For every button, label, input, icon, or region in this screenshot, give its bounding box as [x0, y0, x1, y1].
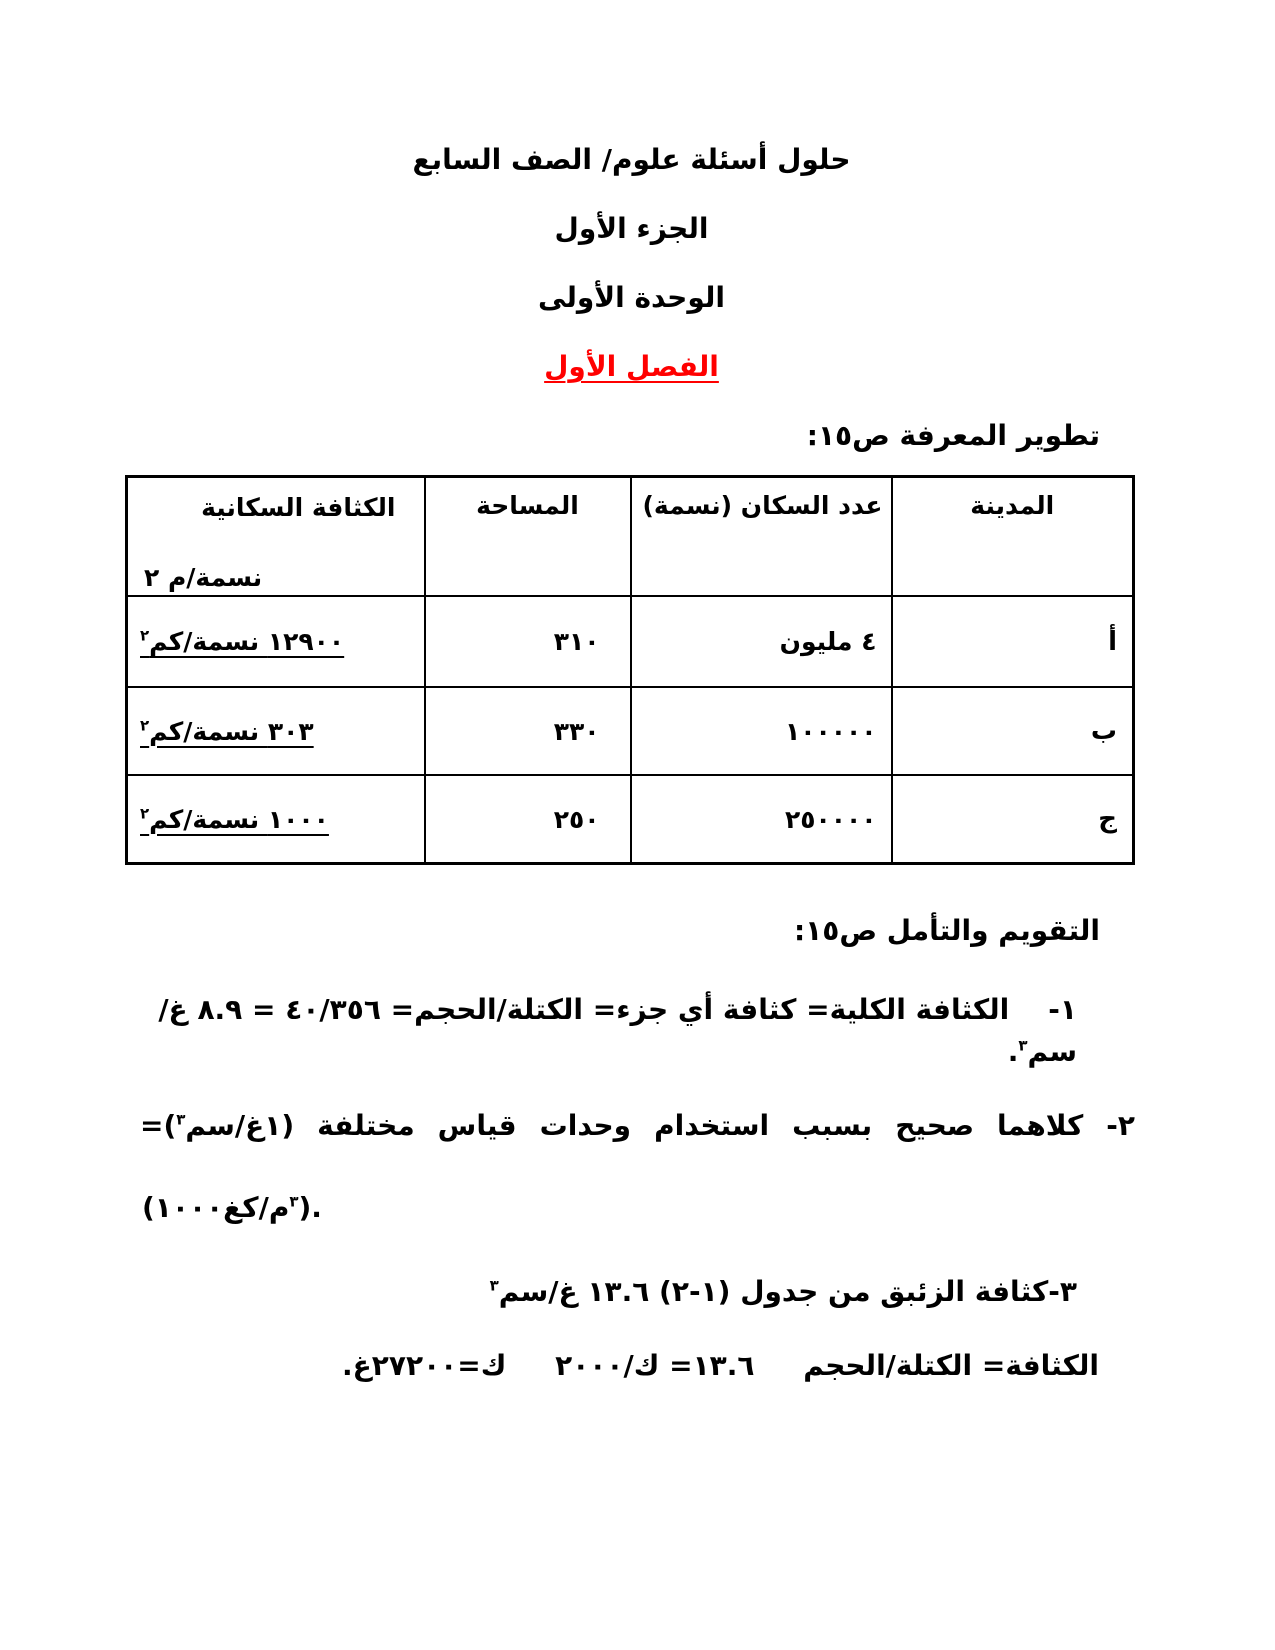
city-cell: ج	[892, 775, 1134, 864]
answer-2b-exponent: ٣	[289, 1192, 299, 1211]
population-cell: ١٠٠٠٠٠	[631, 687, 892, 775]
document-content	[128, 0, 1135, 1387]
document-title: حلول أسئلة علوم/ الصف السابع	[412, 143, 851, 176]
answer-item-3-line1	[128, 1271, 1135, 1313]
answer-item-2-line2	[128, 1187, 1135, 1229]
column-header-area: المساحة	[425, 477, 631, 597]
city-cell: ب	[892, 687, 1134, 775]
density-value: ٣٠٣ نسمة/كم	[149, 716, 314, 746]
answer-item-3-line2: الكثافة= الكتلة/الحجم ١٣.٦= ك/٢٠٠٠ ك=٢٧٢٠٠غ.	[342, 1349, 1099, 1382]
density-exponent: ٢	[140, 626, 150, 645]
answer-2-exponent: ٣	[176, 1110, 186, 1129]
table-row	[127, 775, 1134, 864]
column-header-population: عدد السكان (نسمة)	[631, 477, 892, 597]
density-cell	[127, 596, 425, 687]
answer-2b-unit-m: م	[268, 1191, 290, 1224]
density-exponent: ٢	[140, 804, 150, 823]
city-cell: أ	[892, 596, 1134, 687]
density-exponent: ٢	[140, 716, 150, 735]
table-row	[127, 596, 1134, 687]
answer-1-period: .	[1007, 1035, 1019, 1068]
area-cell: ٣١٠	[425, 596, 631, 687]
answer-2b-close: ).	[298, 1191, 322, 1224]
population-cell: ٤ مليون	[631, 596, 892, 687]
density-value: ١٠٠٠ نسمة/كم	[149, 804, 329, 834]
title-block	[128, 0, 1135, 385]
table-header-row	[127, 477, 1134, 597]
evaluation-section-heading: التقويم والتأمل ص١٥:	[793, 914, 1100, 947]
unit-title: الوحدة الأولى	[538, 281, 725, 314]
chapter-title: الفصل الأول	[544, 350, 719, 383]
part-title: الجزء الأول	[554, 212, 709, 245]
column-header-density	[127, 477, 425, 597]
answer-3-exponent: ٣	[489, 1276, 499, 1295]
population-density-table	[125, 475, 1135, 865]
answer-1-text: ١- الكثافة الكلية= كثافة أي جزء= الكتلة/الحجم= ٤٠/٣٥٦ = ٨.٩ غ/سم	[158, 993, 1077, 1068]
column-header-density-line2: نسمة/م ٢	[144, 563, 263, 592]
density-value: ١٢٩٠٠ نسمة/كم	[149, 627, 345, 656]
table-row	[127, 687, 1134, 775]
column-header-density-line1: الكثافة السكانية	[201, 493, 396, 522]
column-header-city: المدينة	[892, 477, 1134, 597]
knowledge-section-heading: تطوير المعرفة ص١٥:	[806, 419, 1100, 452]
answer-item-1	[128, 989, 1135, 1073]
population-cell: ٢٥٠٠٠٠	[631, 775, 892, 864]
area-cell: ٣٣٠	[425, 687, 631, 775]
answer-2-text: ٢- كلاهما صحيح بسبب استخدام وحدات قياس مختلفة (١غ/سم	[185, 1109, 1135, 1142]
answer-2b-open: (١٠٠٠	[142, 1191, 224, 1224]
density-cell	[127, 687, 425, 775]
area-cell: ٢٥٠	[425, 775, 631, 864]
answer-3-text: ٣-كثافة الزئبق من جدول (١-٢) ١٣.٦ غ/سم	[498, 1275, 1077, 1308]
answer-2-equals: )=	[140, 1109, 177, 1142]
answer-2b-unit-kg: كغ	[223, 1191, 259, 1224]
answer-2b-slash: /	[258, 1191, 269, 1224]
density-cell	[127, 775, 425, 864]
answer-item-2-line1	[128, 1105, 1135, 1147]
answer-1-exponent: ٣	[1018, 1036, 1028, 1055]
